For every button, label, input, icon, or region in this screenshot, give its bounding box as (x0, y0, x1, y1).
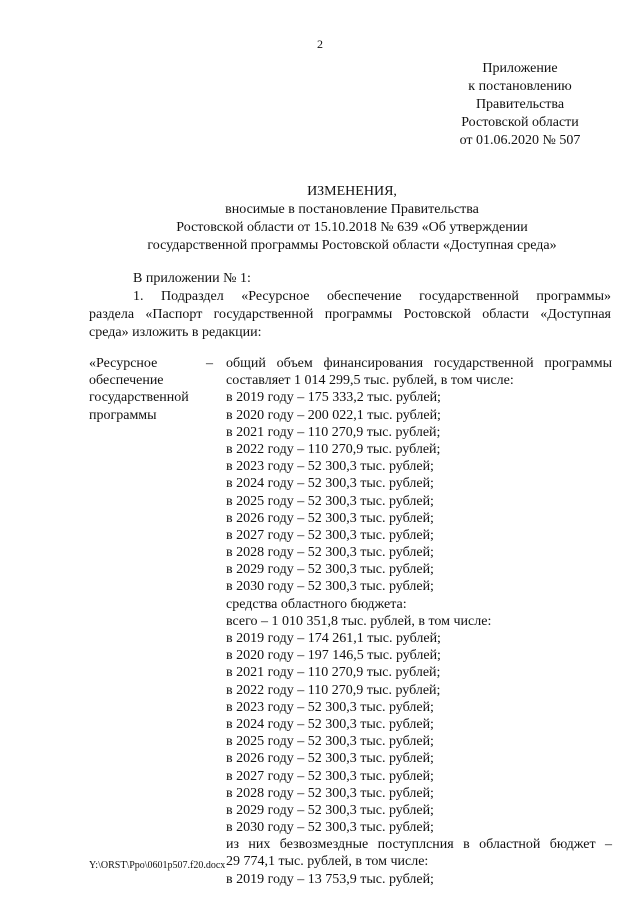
resource-line: из них безвозмездные поступлсния в областной бюджет – (226, 837, 612, 853)
resource-line: в 2029 году – 52 300,3 тыс. рублей; (226, 802, 434, 818)
resource-line: составляет 1 014 299,5 тыс. рублей, в том числе: (226, 373, 514, 389)
appendix-line: Правительства (475, 97, 565, 112)
resource-line: в 2023 году – 52 300,3 тыс. рублей; (226, 459, 434, 475)
resource-line: в 2026 году – 52 300,3 тыс. рублей; (226, 510, 434, 526)
resource-line: в 2026 году – 52 300,3 тыс. рублей; (226, 751, 434, 767)
resource-line: в 2025 году – 52 300,3 тыс. рублей; (226, 493, 434, 509)
resource-line: всего – 1 010 351,8 тыс. рублей, в том числе: (226, 613, 492, 629)
resource-label-line: программы (89, 407, 157, 423)
resource-line: в 2029 году – 52 300,3 тыс. рублей; (226, 562, 434, 578)
title-line: ИЗМЕНЕНИЯ, (307, 184, 397, 199)
resource-line: в 2028 году – 52 300,3 тыс. рублей; (226, 545, 434, 561)
resource-line: средства областного бюджета: (226, 596, 407, 612)
resource-line: в 2027 году – 52 300,3 тыс. рублей; (226, 527, 434, 543)
resource-label-line: обеспечение (89, 373, 164, 389)
resource-line: в 2024 году – 52 300,3 тыс. рублей; (226, 476, 434, 492)
resource-label (89, 355, 207, 424)
resource-line: в 2021 году – 110 270,9 тыс. рублей; (226, 424, 441, 440)
resource-details (226, 355, 612, 888)
appendix-line: от 01.06.2020 № 507 (459, 133, 581, 148)
resource-line: в 2022 году – 110 270,9 тыс. рублей; (226, 441, 441, 457)
intro-text: В приложении № 1: (133, 271, 251, 286)
resource-line: в 2019 году – 13 753,9 тыс. рублей; (226, 871, 434, 887)
resource-line: в 2022 году – 110 270,9 тыс. рублей; (226, 682, 441, 698)
paragraph-1 (89, 288, 611, 342)
resource-line: в 2023 году – 52 300,3 тыс. рублей; (226, 699, 434, 715)
resource-line: в 2025 году – 52 300,3 тыс. рублей; (226, 734, 434, 750)
title-line: Ростовской области от 15.10.2018 № 639 «Об утверждении (176, 220, 528, 235)
resource-line: в 2021 году – 110 270,9 тыс. рублей; (226, 665, 441, 681)
resource-line: в 2020 году – 197 146,5 тыс. рублей; (226, 648, 441, 664)
resource-line: 29 774,1 тыс. рублей, в том числе: (226, 854, 429, 870)
resource-line: в 2019 году – 175 333,2 тыс. рублей; (226, 390, 441, 406)
resource-line: в 2027 году – 52 300,3 тыс. рублей; (226, 768, 434, 784)
resource-label-line: «Ресурсное (89, 356, 158, 371)
resource-line: в 2020 году – 200 022,1 тыс. рублей; (226, 407, 441, 423)
page-number: 2 (317, 37, 323, 51)
appendix-block (440, 60, 600, 150)
resource-line: общий объем финансирования государственной программы (226, 356, 612, 371)
resource-line: в 2024 году – 52 300,3 тыс. рублей; (226, 716, 434, 732)
appendix-line: Приложение (482, 61, 558, 76)
appendix-line: к постановлению (468, 79, 572, 94)
appendix-line: Ростовской области (461, 115, 579, 130)
paragraph-line: 1. Подраздел «Ресурсное обеспечение государственной программы» (133, 289, 611, 304)
resource-line: в 2030 году – 52 300,3 тыс. рублей; (226, 579, 434, 595)
paragraph-line: среда» изложить в редакции: (89, 325, 262, 340)
paragraph-line: раздела «Паспорт государственной программы Ростовской области «Доступная (89, 307, 611, 322)
resource-label-line: государственной (89, 390, 189, 406)
file-path-footer: Y:\ORST\Ppo\0601p507.f20.docx (89, 860, 226, 871)
document-title (0, 183, 640, 255)
resource-line: в 2030 году – 52 300,3 тыс. рублей; (226, 820, 434, 836)
resource-line: в 2028 году – 52 300,3 тыс. рублей; (226, 785, 434, 801)
resource-line: в 2019 году – 174 261,1 тыс. рублей; (226, 631, 441, 646)
title-line: вносимые в постановление Правительства (225, 202, 479, 217)
title-line: государственной программы Ростовской области «Доступная среда» (147, 238, 557, 253)
separator-dash: – (206, 356, 213, 371)
